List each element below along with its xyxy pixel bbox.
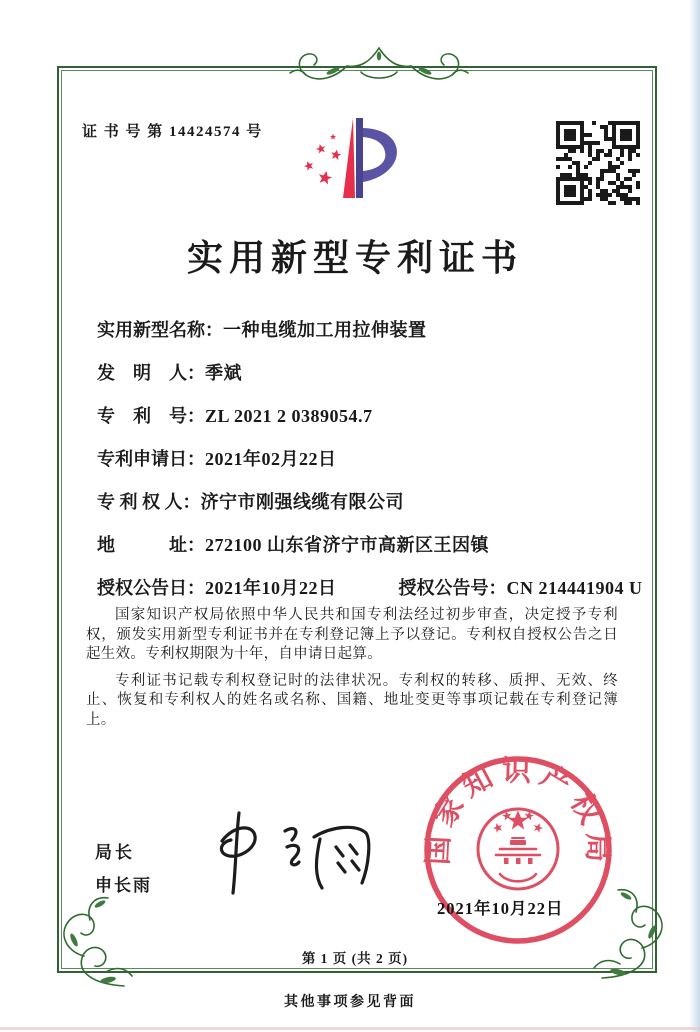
- paragraph-register-statement: 专利证书记载专利权登记时的法律状况。专利权的转移、质押、无效、终止、恢复和专利权人的姓名或名称、国籍、地址变更等事项记载在专利登记簿上。: [86, 672, 618, 728]
- field-row-patentee: [97, 488, 637, 514]
- director-name: 申长雨: [95, 876, 152, 895]
- qr-code: [556, 121, 640, 205]
- field-value: CN 214441904 U: [506, 578, 643, 598]
- field-row-name: [97, 316, 637, 342]
- director-title: 局长: [95, 843, 135, 862]
- field-row-filing-date: [97, 445, 637, 471]
- certificate-title: 实用新型专利证书: [186, 238, 523, 278]
- field-value: 272100 山东省济宁市高新区王因镇: [205, 535, 489, 555]
- svg-text:国家知识产权局: [421, 754, 613, 869]
- field-label: 专利申请日：: [97, 449, 205, 469]
- cnipa-logo-icon: [298, 110, 410, 206]
- field-value: 一种电缆加工用拉伸装置: [223, 320, 427, 340]
- field-label: 实用新型名称：: [97, 320, 223, 340]
- field-value: ZL 2021 2 0389054.7: [205, 406, 373, 426]
- back-side-note: 其他事项参见背面: [284, 995, 416, 1010]
- field-label: 发 明 人：: [97, 363, 205, 383]
- field-row-patent-no: [97, 402, 637, 428]
- certificate-number: 证 书 号 第 14424574 号: [82, 124, 263, 140]
- field-label: 专 利 权 人：: [97, 492, 201, 512]
- field-row-inventor: [97, 359, 637, 385]
- field-label: 专 利 号：: [97, 406, 205, 426]
- field-label: 地 址：: [97, 535, 205, 555]
- seal-date: 2021年10月22日: [437, 899, 564, 918]
- field-label: 授权公告日：: [97, 578, 205, 598]
- seal-ring-text: 国家知识产权局: [422, 755, 614, 870]
- field-value: 2021年10月22日: [205, 578, 337, 598]
- scan-edge-right: [689, 0, 700, 1032]
- field-row-grant: [97, 574, 643, 600]
- director-signature-script-icon: [208, 803, 376, 897]
- page-number: 第 1 页 (共 2 页): [301, 951, 409, 966]
- field-value: 2021年02月22日: [205, 449, 337, 469]
- field-label: 授权公告号：: [398, 578, 507, 598]
- field-value: 季斌: [205, 363, 242, 383]
- field-value: 济宁市刚强线缆有限公司: [200, 492, 404, 512]
- field-row-address: [97, 531, 637, 557]
- scan-edge-bottom: [0, 1027, 700, 1030]
- paragraph-grant-statement: 国家知识产权局依照中华人民共和国专利法经过初步审查，决定授予专利权，颁发实用新型专利证书并在专利登记簿上予以登记。专利权自授权公告之日起生效。专利权期限为十年，自申请日起算。: [86, 607, 618, 662]
- legal-paragraphs: [86, 606, 618, 737]
